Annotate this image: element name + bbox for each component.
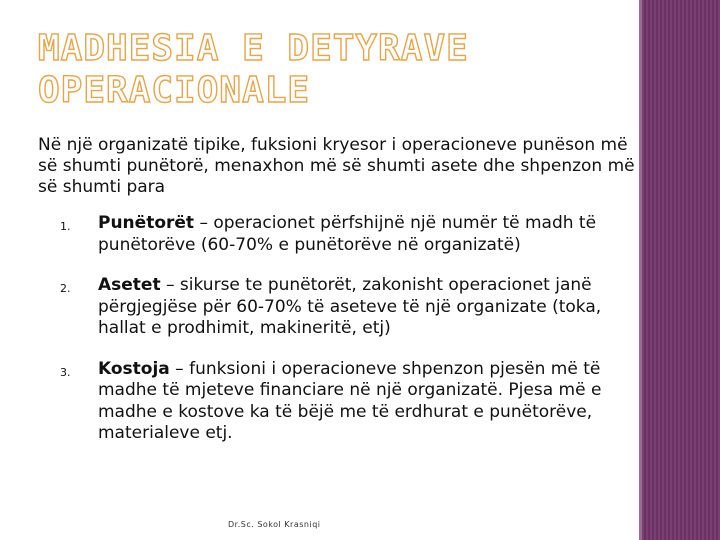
list-item xyxy=(38,275,648,340)
list-item xyxy=(38,359,648,445)
intro-paragraph: Në një organizatë tipike, fuksioni kryesor i operacioneve punëson më së shumti punëtorë, menaxhon më së shumti asete dhe shpenzon më së shumti para xyxy=(38,135,635,197)
list-text: – funksioni i operacioneve shpenzon pjesën më të madhe të mjeteve financiare në një organizatë. Pjesa më e madhe e kostove ka të bëjë me të erdhurat e punëtorëve, materialeve etj. xyxy=(98,358,602,443)
list-number: 3. xyxy=(60,365,71,379)
title-line-2: OPERACIONALE xyxy=(38,70,311,111)
list-term: Punëtorët xyxy=(98,213,195,233)
list-text: – operacionet përfshijnë një numër të madh të punëtorëve (60-70% e punëtorëve në organizatë) xyxy=(98,213,597,255)
title-line-1: MADHESIA E DETYRAVE xyxy=(38,28,469,69)
list-item xyxy=(38,213,648,256)
list-term: Asetet xyxy=(98,275,161,295)
decorative-side-band xyxy=(642,0,720,540)
footer-author: Dr.Sc. Sokol Krasniqi xyxy=(228,520,321,529)
list-term: Kostoja xyxy=(98,358,170,379)
list-text: – sikurse te punëtorët, zakonisht operacionet janë përgjegjëse për 60-70% të aseteve të një organizate (toka, hallat e prodhimit, makineritë, etj) xyxy=(98,275,602,338)
slide-title xyxy=(38,28,598,112)
list-number: 1. xyxy=(60,220,71,233)
list-number: 2. xyxy=(60,282,71,295)
numbered-list xyxy=(38,213,648,445)
